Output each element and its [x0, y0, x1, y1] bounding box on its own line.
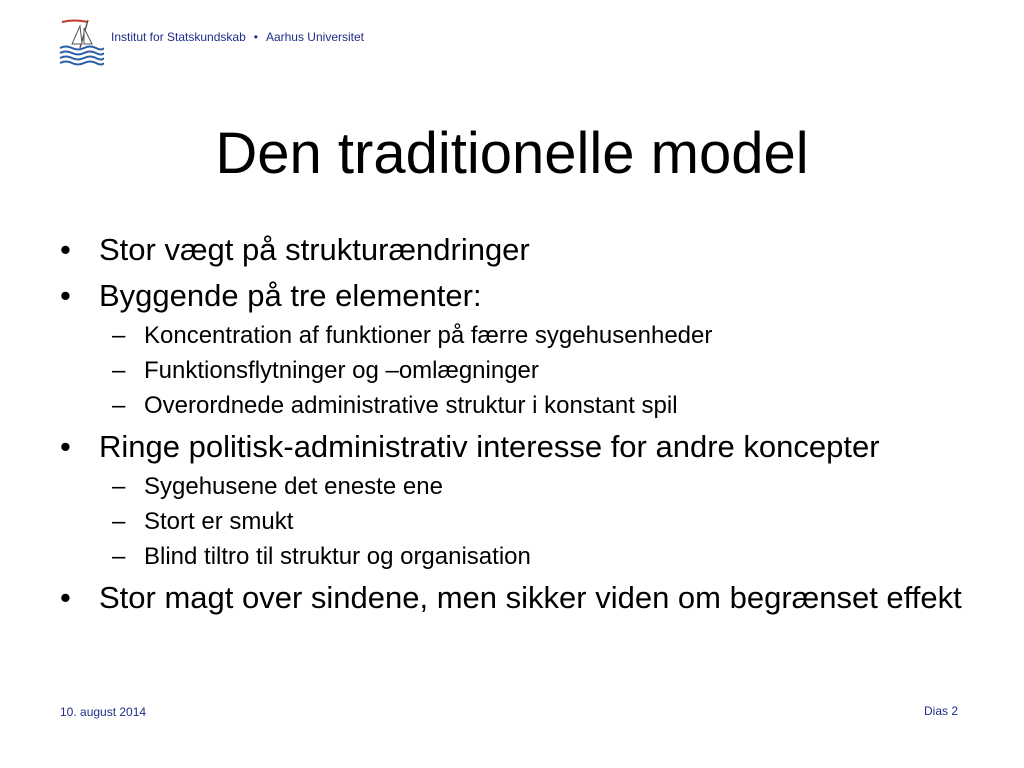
sub-bullet-item [0, 322, 1000, 350]
bullet-item [0, 278, 1000, 314]
bullet-item [0, 232, 1000, 268]
sub-bullet-text: Koncentration af funktioner på færre sygehusenheder [144, 322, 713, 349]
bullet-text: Ringe politisk-administrativ interesse for andre koncepter [99, 429, 880, 464]
sub-bullet-item [0, 392, 1000, 420]
bullet-text: Stor magt over sindene, men sikker viden om begrænset effekt [99, 580, 962, 615]
sub-bullet-marker: – [112, 357, 126, 384]
institute-name: Institut for Statskundskab [111, 30, 246, 44]
bullet-marker: • [60, 580, 71, 615]
bullet-item [0, 429, 1000, 465]
bullet-text: Byggende på tre elementer: [99, 278, 482, 313]
bullet-marker: • [60, 278, 71, 313]
sub-bullet-marker: – [112, 543, 126, 570]
bullet-item [0, 580, 969, 616]
header-separator: • [253, 30, 258, 44]
sub-bullet-marker: – [112, 392, 126, 419]
sub-bullet-item [0, 357, 1000, 385]
slide-number: Dias 2 [923, 704, 958, 718]
sub-bullet-text: Sygehusene det eneste ene [144, 473, 443, 500]
header-institution [111, 30, 364, 44]
slide-body [0, 232, 1000, 626]
sub-bullet-marker: – [112, 508, 126, 535]
sub-bullet-item [0, 473, 1000, 501]
bullet-text: Stor vægt på strukturændringer [99, 232, 530, 267]
slide-title: Den traditionelle model [215, 121, 809, 186]
footer-date: 10. august 2014 [60, 705, 147, 719]
sub-bullet-marker: – [112, 322, 126, 349]
bullet-marker: • [60, 232, 71, 267]
sub-bullet-text: Blind tiltro til struktur og organisation [144, 543, 531, 570]
sub-bullet-text: Stort er smukt [144, 508, 294, 535]
university-name: Aarhus Universitet [265, 30, 364, 44]
sub-bullet-item [0, 508, 1000, 536]
sub-bullet-text: Overordnede administrative struktur i konstant spil [144, 392, 678, 419]
bullet-marker: • [60, 429, 71, 464]
sub-bullet-text: Funktionsflytninger og –omlægninger [144, 357, 539, 384]
university-logo-icon [58, 18, 104, 66]
sub-bullet-marker: – [112, 473, 126, 500]
sub-bullet-item [0, 543, 1000, 571]
